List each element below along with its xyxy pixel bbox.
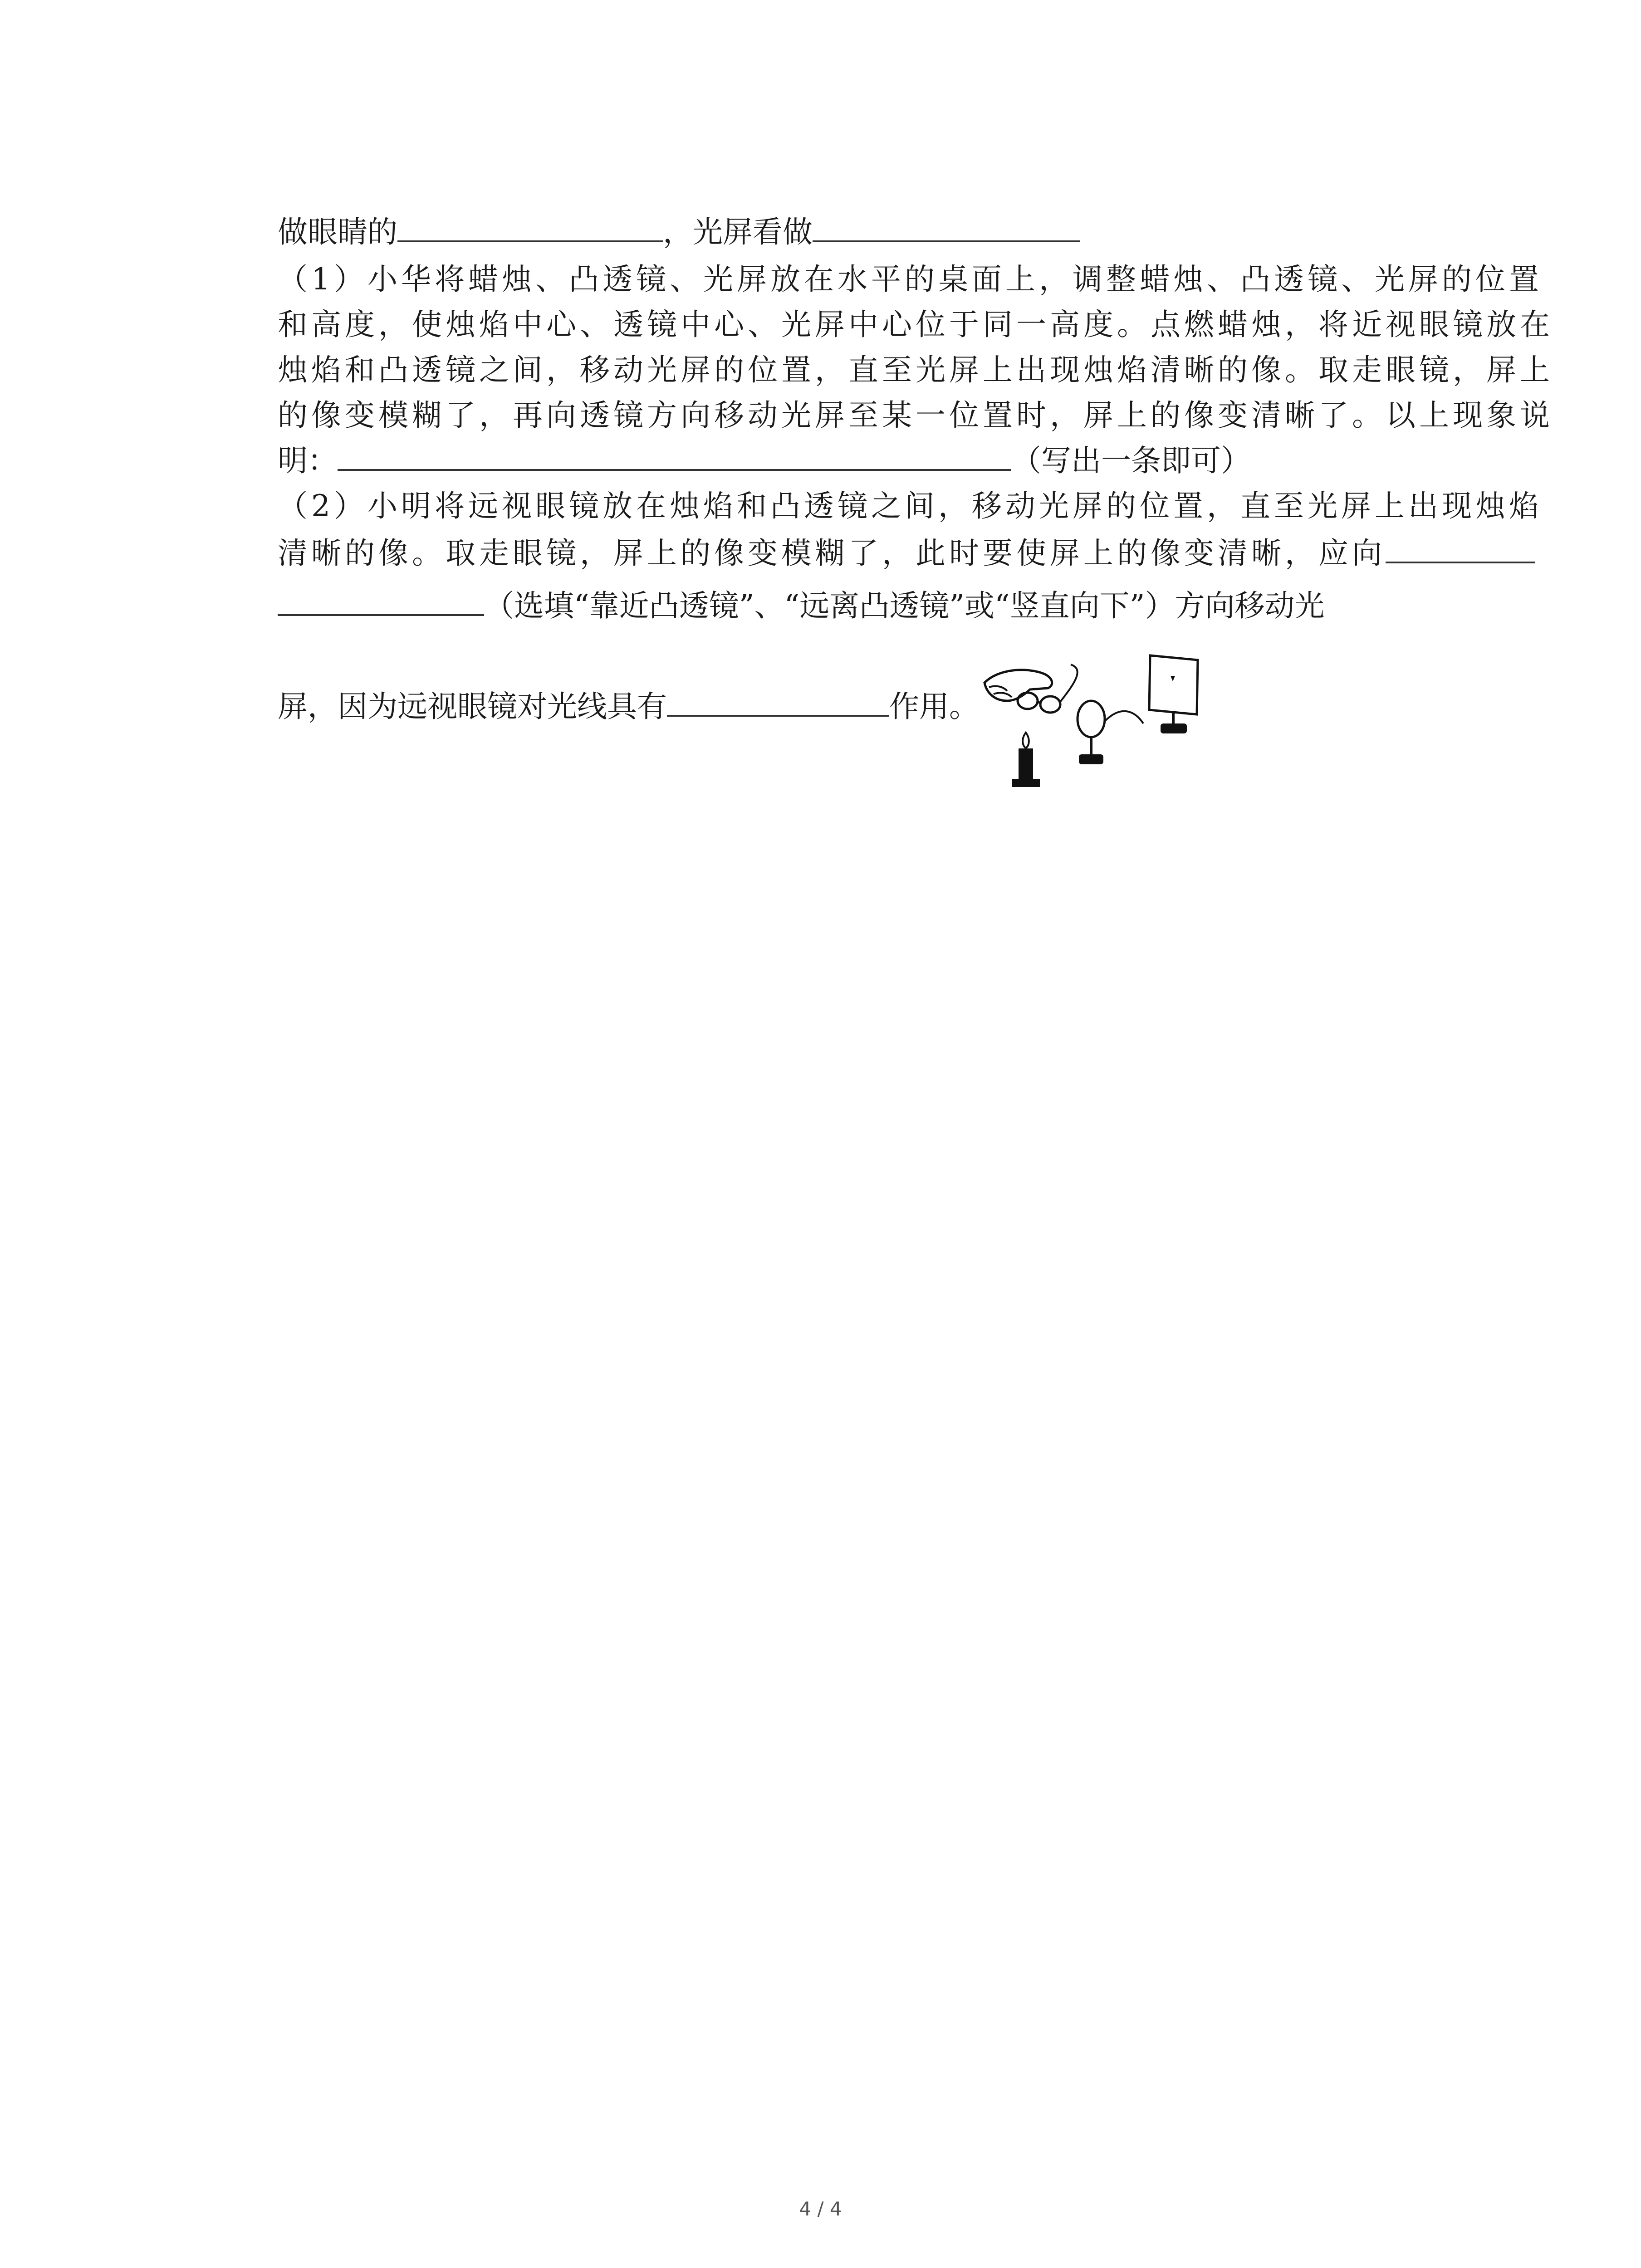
answer-blank-direction-part2[interactable] — [278, 589, 484, 616]
candle-flame — [1023, 733, 1029, 748]
glasses-lens-right — [1040, 696, 1060, 713]
q1-line-4: 的像变模糊了，再向透镜方向移动光屏至某一位置时，屏上的像变清晰了。以上现象说 — [278, 398, 1553, 433]
q1-line-1: （1）小华将蜡烛、凸透镜、光屏放在水平的桌面上，调整蜡烛、凸透镜、光屏的位置 — [278, 262, 1543, 297]
candle-holder — [1012, 779, 1040, 787]
answer-blank-conclusion[interactable] — [338, 444, 1011, 471]
lens-stand-base — [1079, 754, 1103, 764]
page-number: 4 / 4 — [799, 2198, 842, 2220]
q2-line-3-text: （选填“靠近凸透镜”、“远离凸透镜”或“竖直向下”）方向移动光 — [484, 588, 1325, 623]
glasses-temple — [1060, 665, 1078, 702]
q1-line-2: 和高度，使烛焰中心、透镜中心、光屏中心位于同一高度。点燃蜡烛，将近视眼镜放在 — [278, 307, 1553, 342]
light-screen — [1149, 655, 1198, 714]
answer-blank-screen-part[interactable] — [813, 215, 1080, 242]
q1-line-5-suffix: （写出一条即可） — [1011, 443, 1251, 478]
q2-line-4-suffix: 作用。 — [889, 689, 979, 724]
q2-line-4 — [278, 689, 979, 725]
glasses-lens-left — [1018, 693, 1038, 709]
intro-text-1: 做眼睛的 — [278, 215, 397, 249]
experiment-figure — [975, 651, 1211, 801]
q2-line-1: （2）小明将远视眼镜放在烛焰和凸透镜之间，移动光屏的位置，直至光屏上出现烛焰 — [278, 489, 1543, 523]
q2-line-4-prefix: 屏，因为远视眼镜对光线具有 — [278, 689, 667, 724]
screen-stand-base — [1161, 723, 1187, 733]
q1-line-5-prefix: 明： — [278, 443, 338, 478]
q2-line-3 — [278, 588, 1324, 624]
convex-lens — [1078, 701, 1105, 737]
answer-blank-eye-part[interactable] — [397, 215, 663, 242]
q1-line-5 — [278, 443, 1251, 479]
intro-line — [278, 214, 1080, 250]
glasses-bridge — [1038, 702, 1040, 703]
candle-body — [1019, 748, 1033, 780]
lens-experiment-illustration — [975, 651, 1211, 801]
light-path-curve — [1105, 711, 1143, 723]
intro-text-2: ，光屏看做 — [663, 215, 813, 249]
answer-blank-direction-part1[interactable] — [1386, 536, 1535, 563]
answer-blank-effect[interactable] — [667, 689, 889, 717]
q2-line-2 — [278, 535, 1535, 572]
q1-line-3: 烛焰和凸透镜之间，移动光屏的位置，直至光屏上出现烛焰清晰的像。取走眼镜，屏上 — [278, 352, 1553, 387]
q2-line-2-text: 清晰的像。取走眼镜，屏上的像变模糊了，此时要使屏上的像变清晰，应向 — [278, 536, 1386, 571]
